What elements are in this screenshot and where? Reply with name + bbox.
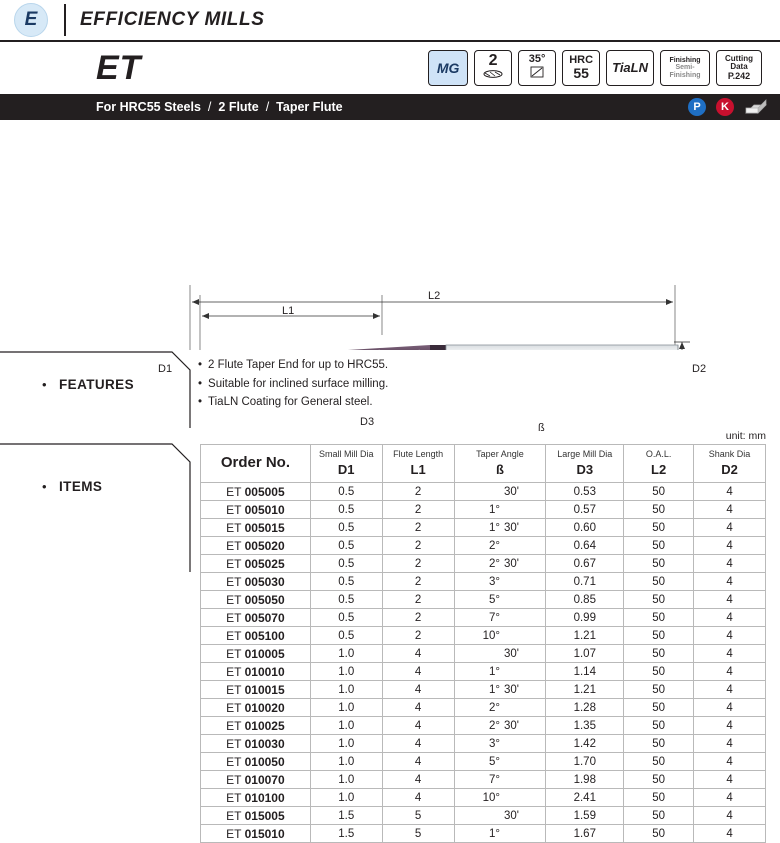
cell-small-mill-dia: 1.0 (310, 753, 382, 771)
cell-large-mill-dia: 1.70 (546, 753, 624, 771)
list-item: • 2 Flute Taper End for up to HRC55. (198, 356, 388, 375)
table-row[interactable] (201, 771, 766, 789)
cell-small-mill-dia: 1.0 (310, 735, 382, 753)
cell-flute-length: 2 (382, 609, 454, 627)
cell-flute-length: 2 (382, 591, 454, 609)
table-row[interactable] (201, 681, 766, 699)
dim-label-l2: L2 (428, 290, 441, 302)
col-shank-dia: Shank Dia D2 (694, 445, 766, 483)
cell-shank-dia: 4 (694, 825, 766, 843)
brand-row (0, 0, 780, 42)
cell-shank-dia: 4 (694, 537, 766, 555)
cell-flute-length: 4 (382, 771, 454, 789)
cell-order-no: ET 005020 (201, 537, 311, 555)
cell-oal: 50 (624, 609, 694, 627)
cell-large-mill-dia: 0.71 (546, 573, 624, 591)
cell-large-mill-dia: 1.28 (546, 699, 624, 717)
cell-flute-length: 4 (382, 789, 454, 807)
cell-taper-angle: 10° (454, 789, 546, 807)
cell-small-mill-dia: 0.5 (310, 627, 382, 645)
items-tab-shape (0, 442, 200, 572)
cell-order-no: ET 010050 (201, 753, 311, 771)
badge-hardness: HRC 55 (562, 50, 600, 86)
cell-order-no: ET 010025 (201, 717, 311, 735)
cell-shank-dia: 4 (694, 501, 766, 519)
col-oal: O.A.L. L2 (624, 445, 694, 483)
cell-oal: 50 (624, 807, 694, 825)
cell-large-mill-dia: 1.59 (546, 807, 624, 825)
cell-oal: 50 (624, 717, 694, 735)
cell-flute-length: 2 (382, 573, 454, 591)
cell-oal: 50 (624, 555, 694, 573)
cell-taper-angle: 2° 30' (454, 717, 546, 735)
cell-taper-angle: 30' (454, 807, 546, 825)
cell-large-mill-dia: 0.85 (546, 591, 624, 609)
cell-oal: 50 (624, 591, 694, 609)
cell-shank-dia: 4 (694, 645, 766, 663)
badge-coating-mg: MG (428, 50, 468, 86)
cell-taper-angle: 7° (454, 771, 546, 789)
col-taper-angle: Taper Angle ß (454, 445, 546, 483)
cell-shank-dia: 4 (694, 627, 766, 645)
cell-large-mill-dia: 0.67 (546, 555, 624, 573)
cell-flute-length: 2 (382, 627, 454, 645)
cell-order-no: ET 005015 (201, 519, 311, 537)
workpiece-block-icon (744, 99, 766, 115)
end-mill-drawing (0, 120, 780, 350)
list-item: • TiaLN Coating for General steel. (198, 393, 388, 412)
cell-taper-angle: 10° (454, 627, 546, 645)
cell-large-mill-dia: 0.60 (546, 519, 624, 537)
cell-shank-dia: 4 (694, 789, 766, 807)
cell-flute-length: 4 (382, 717, 454, 735)
efficiency-logo-icon (14, 3, 48, 37)
cell-order-no: ET 015005 (201, 807, 311, 825)
cell-oal: 50 (624, 501, 694, 519)
cell-shank-dia: 4 (694, 519, 766, 537)
cell-small-mill-dia: 1.0 (310, 663, 382, 681)
subtitle-part-2: 2 Flute (218, 100, 259, 114)
cell-small-mill-dia: 0.5 (310, 501, 382, 519)
table-row[interactable] (201, 483, 766, 501)
cell-order-no: ET 010015 (201, 681, 311, 699)
bullet-icon: • (42, 377, 47, 392)
unit-label: unit: mm (725, 430, 766, 442)
cell-large-mill-dia: 1.67 (546, 825, 624, 843)
bullet-icon: • (42, 479, 47, 494)
cell-large-mill-dia: 1.98 (546, 771, 624, 789)
dim-label-d2: D2 (692, 363, 707, 375)
cell-shank-dia: 4 (694, 483, 766, 501)
cell-large-mill-dia: 1.07 (546, 645, 624, 663)
cell-order-no: ET 010005 (201, 645, 311, 663)
cell-large-mill-dia: 1.21 (546, 627, 624, 645)
table-row[interactable] (201, 735, 766, 753)
cell-large-mill-dia: 0.53 (546, 483, 624, 501)
cell-small-mill-dia: 1.0 (310, 771, 382, 789)
cell-shank-dia: 4 (694, 681, 766, 699)
cell-flute-length: 4 (382, 699, 454, 717)
cell-order-no: ET 005070 (201, 609, 311, 627)
table-header-row (201, 445, 766, 483)
col-small-mill-dia: Small Mill Dia D1 (310, 445, 382, 483)
table-row[interactable] (201, 537, 766, 555)
cell-order-no: ET 005030 (201, 573, 311, 591)
cell-shank-dia: 4 (694, 609, 766, 627)
page-header (0, 0, 780, 120)
cell-order-no: ET 005025 (201, 555, 311, 573)
table-row[interactable] (201, 555, 766, 573)
cell-flute-length: 4 (382, 735, 454, 753)
dim-label-d3: D3 (360, 416, 375, 428)
cell-oal: 50 (624, 789, 694, 807)
subtitle-sep-1: / (207, 100, 212, 114)
spec-badge-group (428, 50, 770, 86)
cell-flute-length: 4 (382, 753, 454, 771)
cell-oal: 50 (624, 699, 694, 717)
cell-taper-angle: 2° (454, 537, 546, 555)
cell-order-no: ET 010100 (201, 789, 311, 807)
cell-flute-length: 2 (382, 483, 454, 501)
table-row[interactable] (201, 645, 766, 663)
badge-cutting-data[interactable]: Cutting Data P.242 (716, 50, 762, 86)
dim-label-l1: L1 (282, 305, 295, 317)
material-k-icon: K (716, 98, 734, 116)
features-list (198, 356, 388, 412)
cell-taper-angle: 30' (454, 483, 546, 501)
cell-taper-angle: 3° (454, 573, 546, 591)
cell-small-mill-dia: 0.5 (310, 483, 382, 501)
table-row[interactable] (201, 699, 766, 717)
cell-small-mill-dia: 1.5 (310, 807, 382, 825)
cell-order-no: ET 015010 (201, 825, 311, 843)
cell-shank-dia: 4 (694, 717, 766, 735)
features-tab-label: FEATURES (59, 377, 134, 392)
dim-label-beta: ß (538, 422, 545, 434)
cell-order-no: ET 010020 (201, 699, 311, 717)
subtitle-sep-2: / (265, 100, 270, 114)
cell-taper-angle: 3° (454, 735, 546, 753)
cell-flute-length: 4 (382, 681, 454, 699)
features-tab-label-wrap (42, 376, 134, 394)
header-divider (64, 4, 66, 36)
cell-flute-length: 4 (382, 663, 454, 681)
cell-oal: 50 (624, 483, 694, 501)
cell-small-mill-dia: 0.5 (310, 573, 382, 591)
table-row[interactable] (201, 663, 766, 681)
cell-flute-length: 2 (382, 537, 454, 555)
cell-taper-angle: 2° 30' (454, 555, 546, 573)
cell-oal: 50 (624, 663, 694, 681)
items-table-body (201, 483, 766, 843)
table-row[interactable] (201, 519, 766, 537)
cell-shank-dia: 4 (694, 591, 766, 609)
list-item: • Suitable for inclined surface milling. (198, 375, 388, 394)
cell-taper-angle: 1° (454, 825, 546, 843)
cell-flute-length: 2 (382, 519, 454, 537)
cell-shank-dia: 4 (694, 807, 766, 825)
cell-shank-dia: 4 (694, 555, 766, 573)
material-icon-group (688, 98, 780, 116)
features-section (0, 350, 780, 428)
badge-coating-type: TiaLN (606, 50, 654, 86)
items-section (0, 428, 780, 841)
col-large-mill-dia: Large Mill Dia D3 (546, 445, 624, 483)
flute-icon (482, 69, 504, 83)
cell-order-no: ET 005010 (201, 501, 311, 519)
cell-large-mill-dia: 2.41 (546, 789, 624, 807)
brand-title: EFFICIENCY MILLS (80, 9, 265, 30)
table-row[interactable] (201, 807, 766, 825)
cell-flute-length: 2 (382, 555, 454, 573)
table-row[interactable] (201, 573, 766, 591)
logo-letter: E (24, 9, 38, 30)
cell-large-mill-dia: 0.57 (546, 501, 624, 519)
cell-oal: 50 (624, 627, 694, 645)
cell-large-mill-dia: 0.64 (546, 537, 624, 555)
cell-small-mill-dia: 0.5 (310, 537, 382, 555)
cell-oal: 50 (624, 537, 694, 555)
table-row[interactable] (201, 627, 766, 645)
subtitle-part-3: Taper Flute (276, 100, 343, 114)
col-flute-length: Flute Length L1 (382, 445, 454, 483)
cell-large-mill-dia: 0.99 (546, 609, 624, 627)
cell-small-mill-dia: 1.0 (310, 681, 382, 699)
series-code: ET (96, 49, 142, 87)
cell-small-mill-dia: 0.5 (310, 609, 382, 627)
badge-finishing: Finishing Semi- Finishing (660, 50, 710, 86)
cell-oal: 50 (624, 753, 694, 771)
cell-flute-length: 5 (382, 807, 454, 825)
cell-small-mill-dia: 1.0 (310, 717, 382, 735)
cell-taper-angle: 1° 30' (454, 681, 546, 699)
table-row[interactable] (201, 753, 766, 771)
cell-shank-dia: 4 (694, 699, 766, 717)
cell-large-mill-dia: 1.35 (546, 717, 624, 735)
cell-order-no: ET 010030 (201, 735, 311, 753)
cell-shank-dia: 4 (694, 771, 766, 789)
cell-taper-angle: 1° (454, 663, 546, 681)
series-subtitle (0, 94, 780, 120)
items-table (200, 444, 766, 843)
material-p-icon: P (688, 98, 706, 116)
cell-taper-angle: 5° (454, 591, 546, 609)
helix-angle-icon (529, 66, 545, 82)
cell-order-no: ET 005005 (201, 483, 311, 501)
badge-flute-count: 2 (474, 50, 512, 86)
table-row[interactable] (201, 501, 766, 519)
cell-oal: 50 (624, 825, 694, 843)
cell-small-mill-dia: 1.0 (310, 699, 382, 717)
cell-taper-angle: 1° 30' (454, 519, 546, 537)
cell-taper-angle: 5° (454, 753, 546, 771)
table-row[interactable] (201, 591, 766, 609)
series-row (0, 42, 780, 94)
cell-flute-length: 5 (382, 825, 454, 843)
cell-small-mill-dia: 0.5 (310, 555, 382, 573)
cell-large-mill-dia: 1.14 (546, 663, 624, 681)
items-tab-label: ITEMS (59, 479, 103, 494)
cell-small-mill-dia: 1.5 (310, 825, 382, 843)
cell-large-mill-dia: 1.42 (546, 735, 624, 753)
cell-small-mill-dia: 1.0 (310, 789, 382, 807)
table-row[interactable] (201, 717, 766, 735)
cell-order-no: ET 010070 (201, 771, 311, 789)
items-tab-label-wrap (42, 478, 102, 496)
cell-flute-length: 4 (382, 645, 454, 663)
cell-shank-dia: 4 (694, 663, 766, 681)
dim-label-d1: D1 (158, 363, 173, 375)
cell-oal: 50 (624, 573, 694, 591)
badge-helix-angle: 35° (518, 50, 556, 86)
cell-oal: 50 (624, 771, 694, 789)
cell-oal: 50 (624, 735, 694, 753)
cell-oal: 50 (624, 645, 694, 663)
cell-shank-dia: 4 (694, 735, 766, 753)
cell-small-mill-dia: 1.0 (310, 645, 382, 663)
table-row[interactable] (201, 789, 766, 807)
subtitle-part-1: For HRC55 Steels (96, 100, 201, 114)
cell-oal: 50 (624, 519, 694, 537)
cell-shank-dia: 4 (694, 753, 766, 771)
cell-taper-angle: 1° (454, 501, 546, 519)
col-order-no: Order No. (201, 445, 311, 483)
cell-shank-dia: 4 (694, 573, 766, 591)
cell-small-mill-dia: 0.5 (310, 519, 382, 537)
table-row[interactable] (201, 825, 766, 843)
table-row[interactable] (201, 609, 766, 627)
cell-order-no: ET 005100 (201, 627, 311, 645)
cell-taper-angle: 2° (454, 699, 546, 717)
cell-taper-angle: 7° (454, 609, 546, 627)
cell-oal: 50 (624, 681, 694, 699)
cell-taper-angle: 30' (454, 645, 546, 663)
cell-small-mill-dia: 0.5 (310, 591, 382, 609)
cell-flute-length: 2 (382, 501, 454, 519)
cell-order-no: ET 010010 (201, 663, 311, 681)
cell-large-mill-dia: 1.21 (546, 681, 624, 699)
cell-order-no: ET 005050 (201, 591, 311, 609)
